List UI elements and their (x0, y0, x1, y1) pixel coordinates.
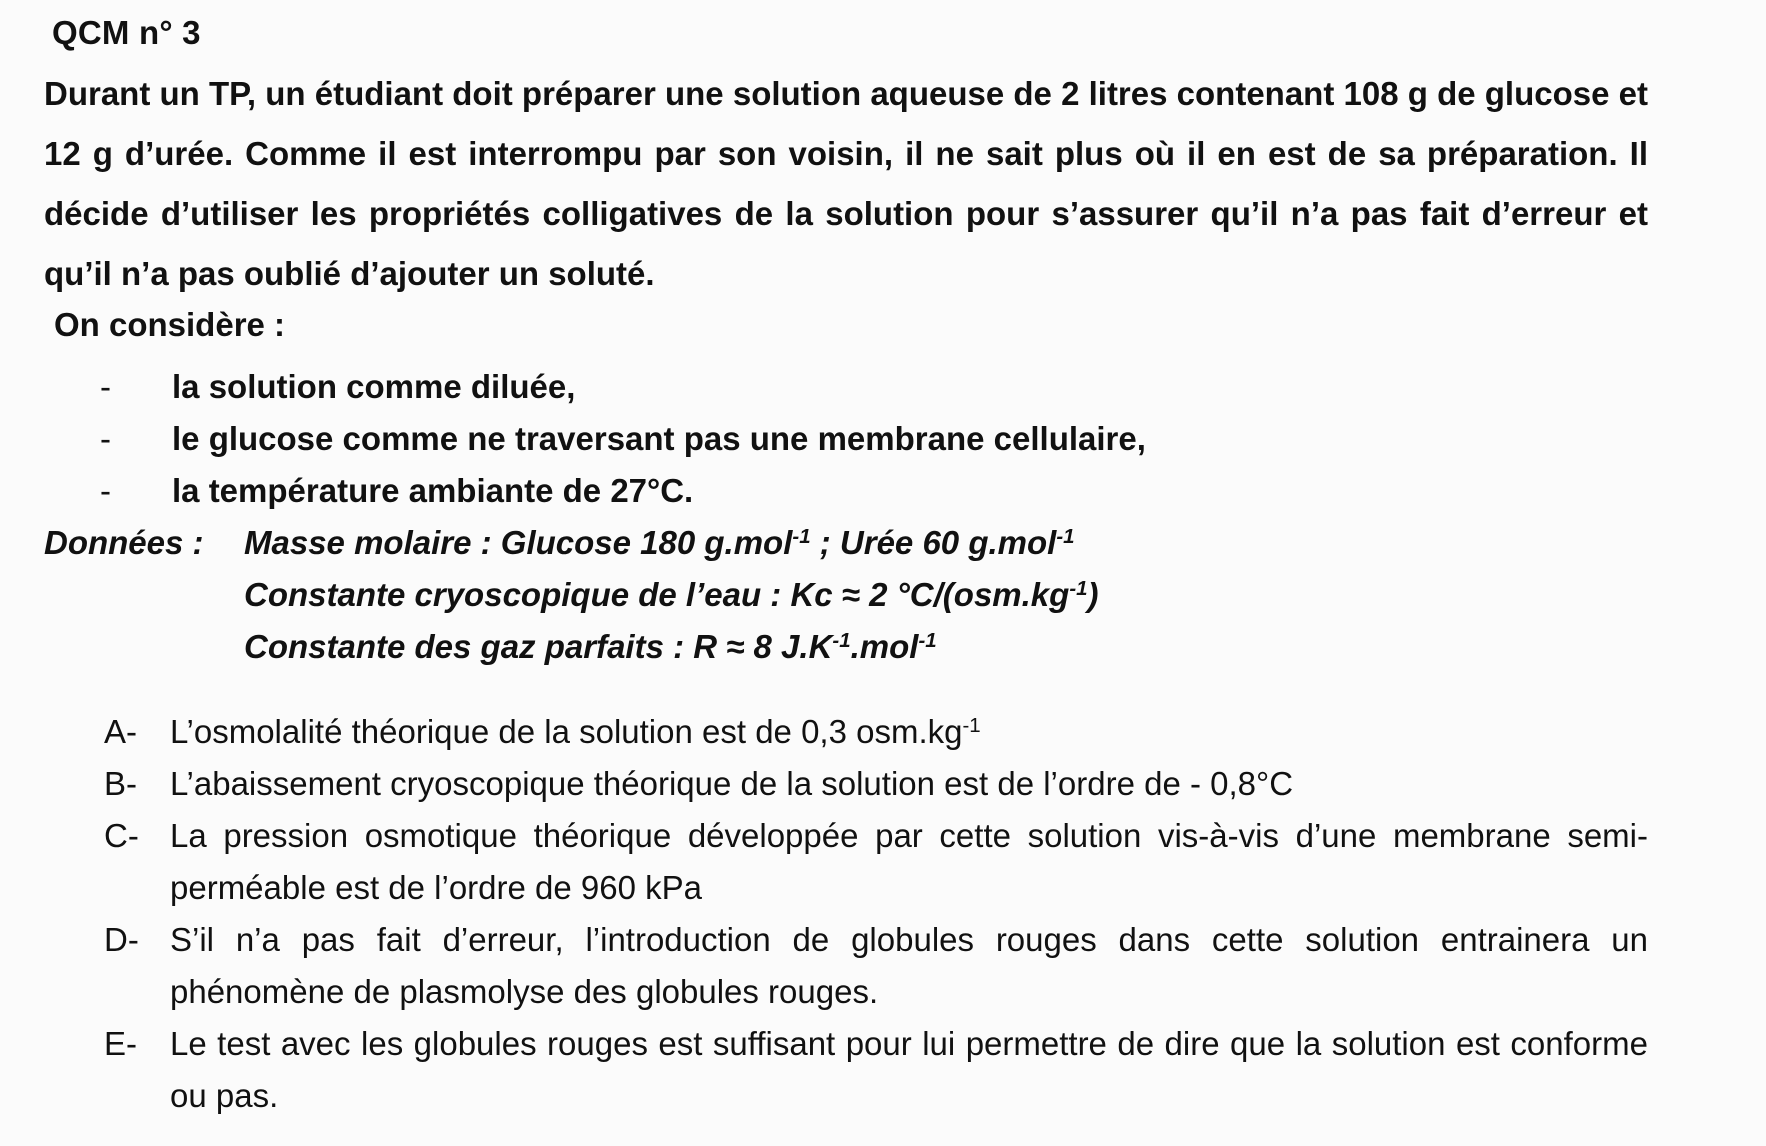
molar-mass-prefix: Masse molaire : Glucose 180 g.mol (244, 524, 793, 561)
option-letter: C- (104, 817, 139, 854)
exponent: -1 (918, 628, 937, 652)
list-dash: - (100, 472, 111, 509)
data-heading: Données : (44, 524, 204, 561)
gas-constant-line (244, 628, 1099, 680)
option-e (104, 1018, 1648, 1122)
cryoscopic-constant-line (244, 576, 1099, 628)
assumption-text: le glucose comme ne traversant pas une membrane cellulaire, (172, 420, 1146, 457)
option-text (170, 706, 1648, 758)
exponent: -1 (832, 628, 851, 652)
option-letter: A- (104, 713, 137, 750)
option-a (104, 706, 1648, 758)
assumptions-list (100, 368, 1146, 524)
assumption-text: la température ambiante de 27°C. (172, 472, 694, 509)
cryoscopic-suffix: ) (1087, 576, 1099, 613)
option-b (104, 758, 1648, 810)
molar-mass-line (244, 524, 1099, 576)
exponent: -1 (792, 524, 811, 548)
assumption-text: la solution comme diluée, (172, 368, 576, 405)
option-letter: E- (104, 1025, 137, 1062)
assumptions-heading: On considère : (54, 306, 286, 343)
option-a-text: L’osmolalité théorique de la solution est de 0,3 osm.kg (170, 713, 963, 750)
option-letter: D- (104, 921, 139, 958)
option-letter: B- (104, 765, 137, 802)
molar-mass-uree: ; Urée 60 g.mol (810, 524, 1057, 561)
option-text: L’abaissement cryoscopique théorique de la solution est de l’ordre de - 0,8°C (170, 765, 1294, 802)
answer-options (104, 706, 1648, 1122)
list-dash: - (100, 420, 111, 457)
cryoscopic-prefix: Constante cryoscopique de l’eau : Kc ≈ 2 °C/(osm.kg (244, 576, 1070, 613)
question-title: QCM n° 3 (52, 14, 201, 51)
exponent: -1 (962, 713, 981, 737)
gas-prefix: Constante des gaz parfaits : R ≈ 8 J.K (244, 628, 833, 665)
exponent: -1 (1056, 524, 1075, 548)
assumption-item (100, 472, 1146, 524)
data-block (244, 524, 1099, 680)
exponent: -1 (1069, 576, 1088, 600)
option-text: Le test avec les globules rouges est suffisant pour lui permettre de dire que la solution est conforme ou pas. (170, 1025, 1648, 1114)
option-text: La pression osmotique théorique développée par cette solution vis-à-vis d’une membrane semi-perméable est de l’ordre de 960 kPa (170, 817, 1648, 906)
list-dash: - (100, 368, 111, 405)
option-text: S’il n’a pas fait d’erreur, l’introduction de globules rouges dans cette solution entrainera un phénomène de plasmolyse des globules rouges. (170, 921, 1648, 1010)
question-statement: Durant un TP, un étudiant doit préparer une solution aqueuse de 2 litres contenant 108 g de glucose et 12 g d’urée. Comme il est interrompu par son voisin, il ne sait plus où il en est de sa préparation. Il décide d’utiliser les propriétés colligatives de la solution pour s’assurer qu’il n’a pas fait d’erreur et qu’il n’a pas oublié d’ajouter un soluté. (44, 75, 1648, 292)
assumption-item (100, 420, 1146, 472)
option-c (104, 810, 1648, 914)
assumption-item (100, 368, 1146, 420)
gas-middle: .mol (850, 628, 919, 665)
option-d (104, 914, 1648, 1018)
